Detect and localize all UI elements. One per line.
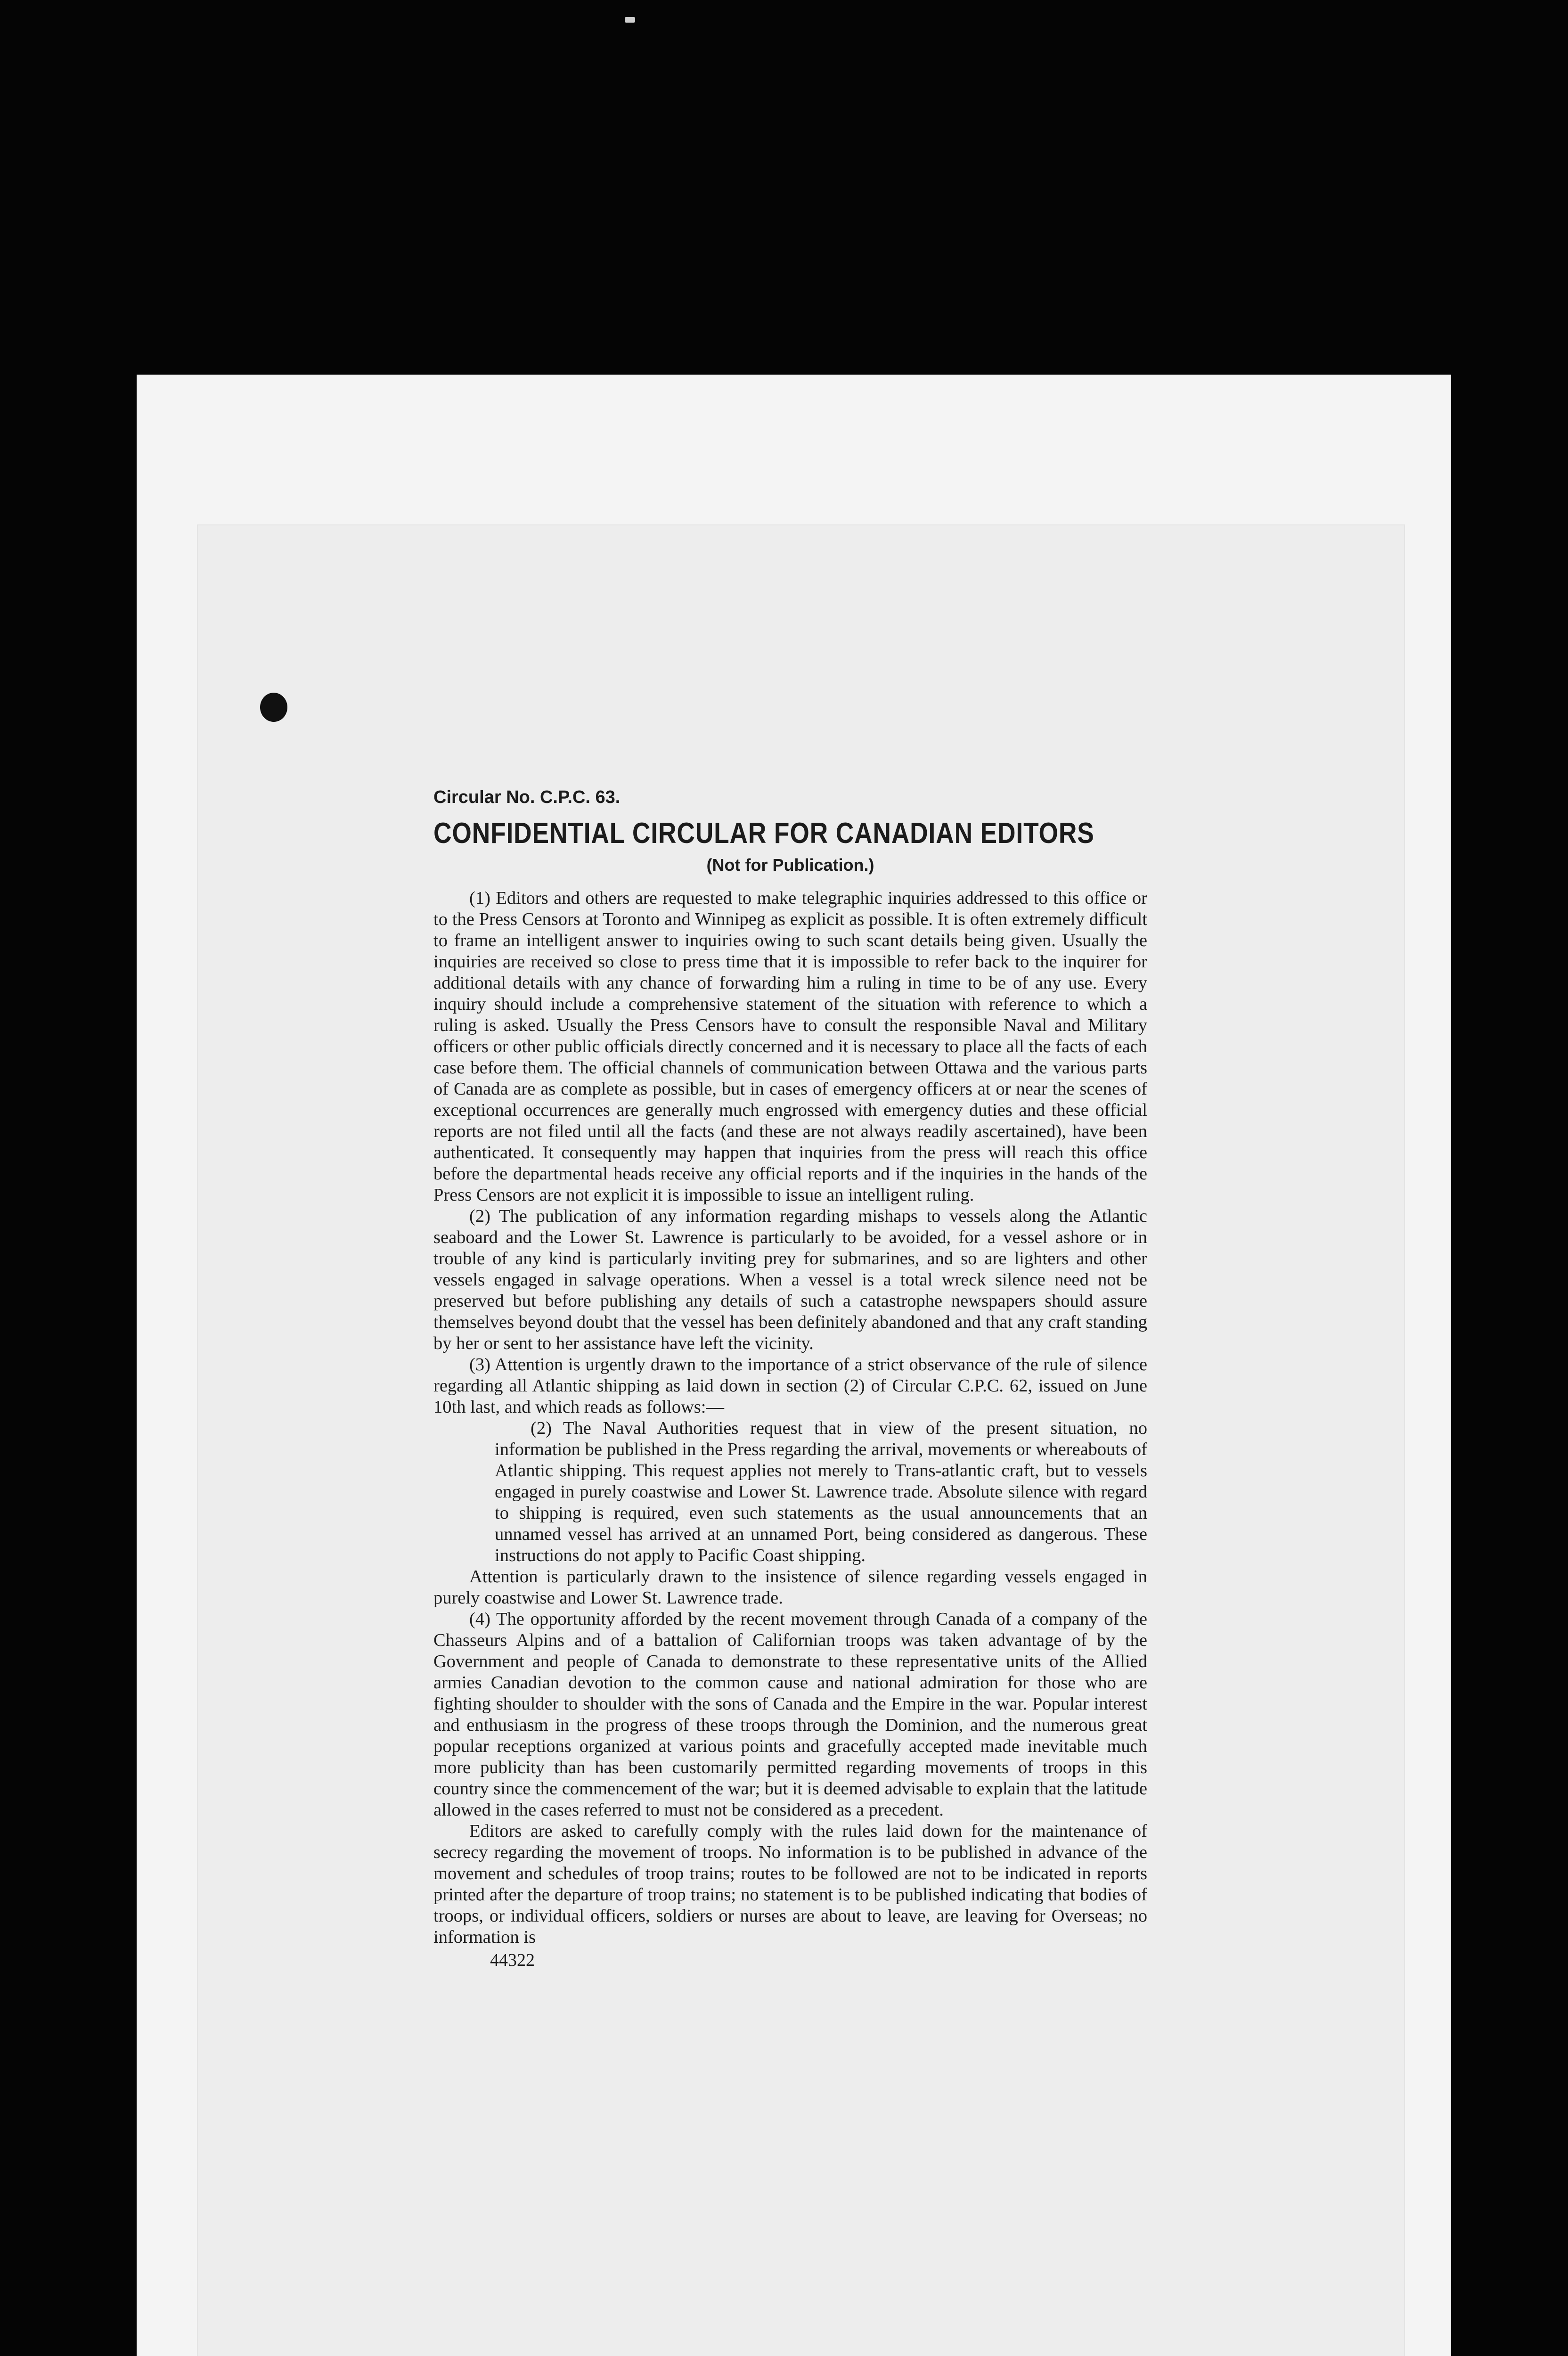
punch-hole [260,693,287,722]
paragraph-attention: Attention is particularly drawn to the insistence of silence regarding vessels engaged in purely coastwise and Lower St. Lawrence trade. [433,1567,1147,1608]
paragraph-3: (3) Attention is urgently drawn to the importance of a strict observance of the rule of silence regarding all Atlantic shipping as laid down in section (2) of Circular C.P.C. 62, issued on June 10th last, and which reads as follows:— [433,1355,1147,1417]
circular-number: Circular No. C.P.C. 63. [433,787,621,807]
film-mark [625,17,635,23]
paragraph-2: (2) The publication of any information regarding mishaps to vessels along the Atlantic seaboard and the Lower St. Lawrence is particularly to be avoided, for a vessel ashore or in trouble of any kind is particularly inviting prey for submarines, and so are lighters and other vessels engaged in salvage operations. When a vessel is a total wreck silence need not be preserved but before publishing any details of such a catastrophe newspapers should assure themselves beyond doubt that the vessel has been definitely abandoned and that any craft standing by her or sent to her assistance have left the vicinity. [433,1206,1147,1353]
quoted-text: (2) The Naval Authorities request that in view of the present situation, no information be published in the Press regarding the arrival, movements or whereabouts of Atlantic shipping. This request applies not merely to Trans-atlantic craft, but to vessels engaged in purely coastwise and Lower St. Lawrence trade. Absolute silence with regard to shipping is required, even such statements as the usual announcements that an unnamed vessel has arrived at an unnamed Port, being considered as dangerous. These instructions do not apply to Pacific Coast shipping. [495,1418,1147,1565]
circular-document [433,787,1147,1971]
document-subtitle: (Not for Publication.) [706,855,874,875]
paragraph-editors: Editors are asked to carefully comply with the rules laid down for the maintenance of secrecy regarding the movement of troops. No information is to be published in advance of the movement and schedules of troop trains; routes to be followed are not to be indicated in reports printed after the departure of troop trains; no statement is to be published indicating that bodies of troops, or individual officers, soldiers or nurses are about to leave, are leaving for Overseas; no information is [433,1821,1147,1947]
page-number: 44322 [490,1950,535,1970]
paragraph-1: (1) Editors and others are requested to make telegraphic inquiries addressed to this office or to the Press Censors at Toronto and Winnipeg as explicit as possible. It is often extremely difficult to frame an intelligent answer to inquiries owing to such scant details being given. Usually the inquiries are received so close to press time that it is impossible to refer back to the inquirer for additional details with any chance of forwarding him a ruling in time to be of any use. Every inquiry should include a comprehensive statement of the situation with reference to which a ruling is asked. Usually the Press Censors have to consult the responsible Naval and Military officers or other public officials directly concerned and it is necessary to place all the facts of each case before them. The official channels of communication between Ottawa and the various parts of Canada are as complete as possible, but in cases of emergency officers at or near the scenes of exceptional occurrences are generally much engrossed with emergency duties and these official reports are not filed until all the facts (and these are not always readily ascertained), have been authenticated. It consequently may happen that inquiries from the press will reach this office before the departmental heads receive any official reports and if the inquiries in the hands of the Press Censors are not explicit it is impossible to issue an intelligent ruling. [433,888,1147,1205]
document-title: CONFIDENTIAL CIRCULAR FOR CANADIAN EDITORS [433,817,1094,850]
paragraph-4: (4) The opportunity afforded by the recent movement through Canada of a company of the Chasseurs Alpins and of a battalion of Californian troops was taken advantage of by the Government and people of Canada to demonstrate to these representative units of the Allied armies Canadian devotion to the common cause and national admiration for those who are fighting shoulder to shoulder with the sons of Canada and the Empire in the war. Popular interest and enthusiasm in the progress of these troops through the Dominion, and the numerous great popular receptions organized at various points and gracefully accepted made inevitable much more publicity than has been customarily permitted regarding movements of troops in this country since the commencement of the war; but it is deemed advisable to explain that the latitude allowed in the cases referred to must not be considered as a precedent. [433,1609,1147,1820]
quoted-section [495,1418,1147,1566]
